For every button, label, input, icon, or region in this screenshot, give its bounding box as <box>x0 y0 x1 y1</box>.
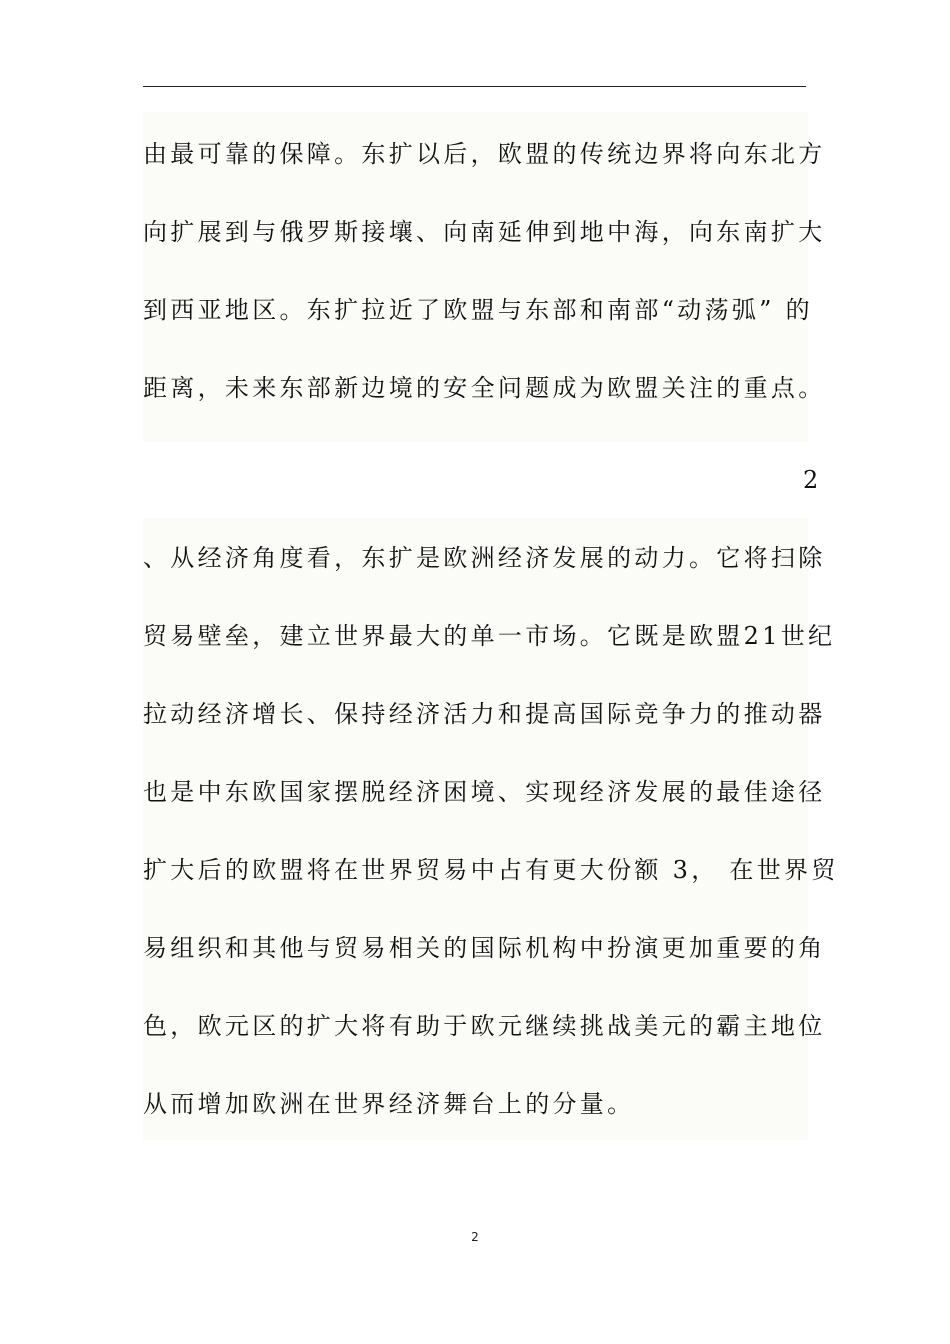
text-line: 贸易壁垒，建立世界最大的单一市场。它既是欧盟21世纪 <box>143 622 836 650</box>
text-line: 到西亚地区。东扩拉近了欧盟与东部和南部“动荡弧” 的 <box>143 296 813 324</box>
text-line: 也是中东欧国家摆脱经济困境、实现经济发展的最佳途径 <box>143 778 826 806</box>
text-line: 由最可靠的保障。东扩以后，欧盟的传统边界将向东北方 <box>143 140 826 168</box>
page-number: 2 <box>471 1230 479 1244</box>
header-rule <box>143 86 806 87</box>
paragraph-block-1 <box>143 112 826 442</box>
text-line: 、从经济角度看，东扩是欧洲经济发展的动力。它将扫除 <box>143 544 826 572</box>
text-line: 距离，未来东部新边境的安全问题成为欧盟关注的重点。 <box>143 374 826 402</box>
list-number: 2 <box>803 466 819 494</box>
text-line: 向扩展到与俄罗斯接壤、向南延伸到地中海，向东南扩大 <box>143 218 826 246</box>
text-line: 拉动经济增长、保持经济活力和提高国际竞争力的推动器 <box>143 700 826 728</box>
text-line: 易组织和其他与贸易相关的国际机构中扮演更加重要的角 <box>143 934 826 962</box>
paragraph-block-2 <box>143 518 839 1140</box>
text-line: 从而增加欧洲在世界经济舞台上的分量。 <box>143 1090 635 1118</box>
text-line: 色，欧元区的扩大将有助于欧元继续挑战美元的霸主地位 <box>143 1012 826 1040</box>
text-line: 扩大后的欧盟将在世界贸易中占有更大份额 3， 在世界贸 <box>143 856 839 884</box>
